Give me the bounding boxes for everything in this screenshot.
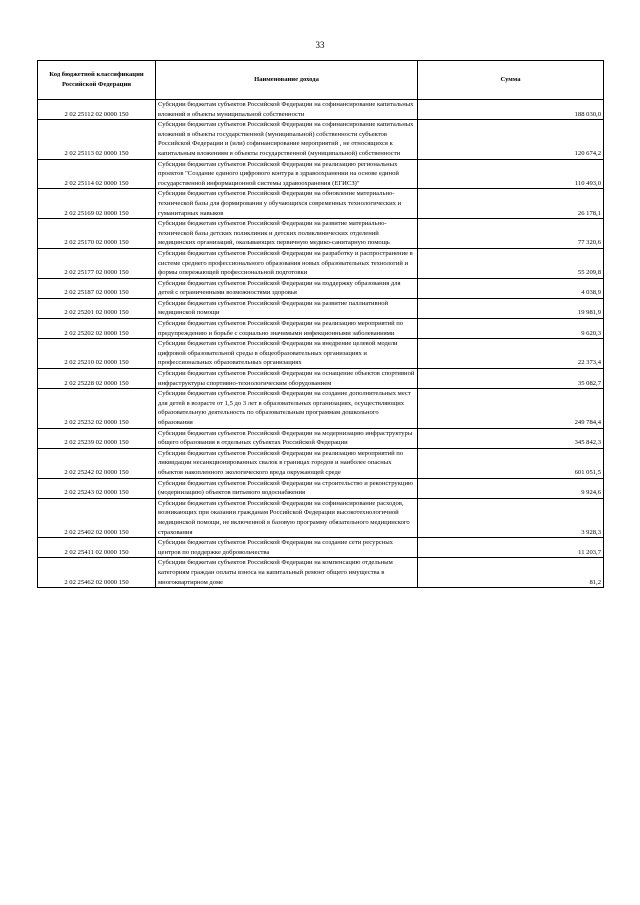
- row-name: Субсидии бюджетам субъектов Российской Федерации на разработку и распространение в системе среднего профессионального образования новых образовательных технологий и формы опережающей профессиональной подготовки: [156, 248, 418, 278]
- row-amount: 22 373,4: [418, 339, 604, 369]
- row-code: 2 02 25411 02 0000 150: [38, 538, 156, 558]
- row-amount: 345 842,3: [418, 428, 604, 448]
- table-row: [38, 498, 604, 537]
- table-row: [38, 100, 604, 120]
- row-code: 2 02 25187 02 0000 150: [38, 278, 156, 298]
- row-amount: 35 082,7: [418, 369, 604, 389]
- table-row: [38, 159, 604, 189]
- row-name: Субсидии бюджетам субъектов Российской Федерации на внедрение целевой модели цифровой образовательной среды в общеобразовательных организациях и профессиональных образовательных организациях: [156, 339, 418, 369]
- row-code: 2 02 25228 02 0000 150: [38, 369, 156, 389]
- row-amount: 9 924,6: [418, 478, 604, 498]
- table-header-row: [38, 61, 604, 100]
- row-code: 2 02 25202 02 0000 150: [38, 319, 156, 339]
- row-name: Субсидии бюджетам субъектов Российской Федерации на поддержку образования для детей с ограниченными возможностями здоровья: [156, 278, 418, 298]
- table-row: [38, 369, 604, 389]
- table-row: [38, 319, 604, 339]
- row-name: Субсидии бюджетам субъектов Российской Федерации на реализацию мероприятий по ликвидации несанкционированных свалок в границах городов и наиболее опасных объектов накопленного экологического вреда окружающей среде: [156, 448, 418, 478]
- table-row: [38, 538, 604, 558]
- row-amount: 110 493,0: [418, 159, 604, 189]
- row-name: Субсидии бюджетам субъектов Российской Федерации на компенсацию отдельным категориям граждан оплаты взноса на капитальный ремонт общего имущества в многоквартирном доме: [156, 558, 418, 588]
- row-amount: 9 620,3: [418, 319, 604, 339]
- row-code: 2 02 25113 02 0000 150: [38, 120, 156, 159]
- row-name: Субсидии бюджетам субъектов Российской Федерации на софинансирование расходов, возникающих при оказании гражданам Российской Федерации высокотехнологичной медицинской помощи, не включенной в базовую программу обязательного медицинского страхования: [156, 498, 418, 537]
- table-row: [38, 558, 604, 588]
- row-amount: 120 674,2: [418, 120, 604, 159]
- page-number: 33: [315, 40, 325, 50]
- row-amount: 188 030,0: [418, 100, 604, 120]
- row-code: 2 02 25169 02 0000 150: [38, 189, 156, 219]
- row-code: 2 02 25243 02 0000 150: [38, 478, 156, 498]
- row-code: 2 02 25232 02 0000 150: [38, 389, 156, 428]
- row-amount: 55 209,8: [418, 248, 604, 278]
- row-amount: 601 051,5: [418, 448, 604, 478]
- row-name: Субсидии бюджетам субъектов Российской Федерации на строительство и реконструкцию (модернизацию) объектов питьевого водоснабжения: [156, 478, 418, 498]
- row-amount: 249 784,4: [418, 389, 604, 428]
- table-row: [38, 448, 604, 478]
- row-amount: 81,2: [418, 558, 604, 588]
- row-name: Субсидии бюджетам субъектов Российской Федерации на создание сети ресурсных центров по поддержке добровольчества: [156, 538, 418, 558]
- table-row: [38, 339, 604, 369]
- table-row: [38, 298, 604, 318]
- table-row: [38, 248, 604, 278]
- row-amount: 11 203,7: [418, 538, 604, 558]
- table-row: [38, 120, 604, 159]
- table-row: [38, 389, 604, 428]
- row-amount: 3 928,3: [418, 498, 604, 537]
- row-amount: 77 320,6: [418, 219, 604, 249]
- row-code: 2 02 25170 02 0000 150: [38, 219, 156, 249]
- table-row: [38, 428, 604, 448]
- row-name: Субсидии бюджетам субъектов Российской Федерации на развитие паллиативной медицинской помощи: [156, 298, 418, 318]
- row-name: Субсидии бюджетам субъектов Российской Федерации на реализацию региональных проектов "Создание единого цифрового контура в здравоохранении на основе единой государственной информационной системы здравоохранения (ЕГИСЗ)": [156, 159, 418, 189]
- row-code: 2 02 25210 02 0000 150: [38, 339, 156, 369]
- row-code: 2 02 25201 02 0000 150: [38, 298, 156, 318]
- row-name: Субсидии бюджетам субъектов Российской Федерации на софинансирование капитальных вложений в объекты государственной (муниципальной) собственности субъектов Российской Федерации и (или) софинансирование мероприятий , не относящихся к капитальным вложениям в объекты государственной (муниципальной) собственности: [156, 120, 418, 159]
- row-name: Субсидии бюджетам субъектов Российской Федерации на оснащение объектов спортивной инфраструктуры спортивно-технологическим оборудованием: [156, 369, 418, 389]
- header-amount: Сумма: [418, 61, 604, 100]
- row-name: Субсидии бюджетам субъектов Российской Федерации на модернизацию инфраструктуры общего образования в отдельных субъектах Российской Федерации: [156, 428, 418, 448]
- row-name: Субсидии бюджетам субъектов Российской Федерации на реализацию мероприятий по предупреждению и борьбе с социально значимыми инфекционными заболеваниями: [156, 319, 418, 339]
- row-amount: 19 981,9: [418, 298, 604, 318]
- table-row: [38, 219, 604, 249]
- row-amount: 26 178,1: [418, 189, 604, 219]
- row-name: Субсидии бюджетам субъектов Российской Федерации на развитие материально-технической базы детских поликлиник и детских поликлинических отделений медицинских организаций, оказывающих первичную медико-санитарную помощь: [156, 219, 418, 249]
- row-code: 2 02 25239 02 0000 150: [38, 428, 156, 448]
- table-row: [38, 189, 604, 219]
- row-code: 2 02 25114 02 0000 150: [38, 159, 156, 189]
- table-row: [38, 278, 604, 298]
- row-amount: 4 038,9: [418, 278, 604, 298]
- row-code: 2 02 25462 02 0000 150: [38, 558, 156, 588]
- table-row: [38, 478, 604, 498]
- row-name: Субсидии бюджетам субъектов Российской Федерации на обновление материально-технической базы для формирования у обучающихся современных технологических и гуманитарных навыков: [156, 189, 418, 219]
- row-code: 2 02 25177 02 0000 150: [38, 248, 156, 278]
- header-name: Наименование дохода: [156, 61, 418, 100]
- header-code: Код бюджетной классификации Российской Федерации: [38, 61, 156, 100]
- row-name: Субсидии бюджетам субъектов Российской Федерации на создание дополнительных мест для детей в возрасте от 1,5 до 3 лет в образовательных организациях, осуществляющих образовательную деятельность по образовательным программам дошкольного образования: [156, 389, 418, 428]
- row-name: Субсидии бюджетам субъектов Российской Федерации на софинансирование капитальных вложений в объекты муниципальной собственности: [156, 100, 418, 120]
- revenue-table: [37, 60, 604, 588]
- row-code: 2 02 25112 02 0000 150: [38, 100, 156, 120]
- row-code: 2 02 25242 02 0000 150: [38, 448, 156, 478]
- row-code: 2 02 25402 02 0000 150: [38, 498, 156, 537]
